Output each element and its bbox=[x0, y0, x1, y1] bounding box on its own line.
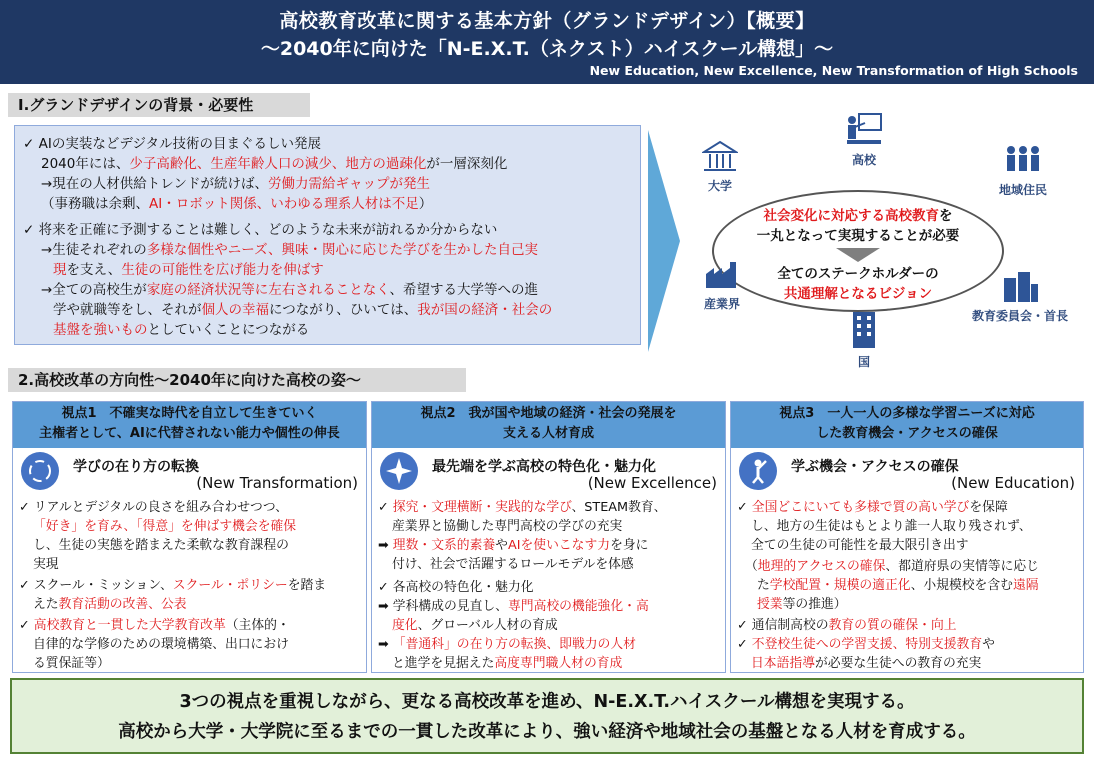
bg-line: （事務職は余剰、AI・ロボット関係、いわゆる理系人材は不足） bbox=[41, 196, 433, 212]
vision-text: 共通理解となるビジョン bbox=[783, 286, 933, 302]
page-title: 高校教育改革に関する基本方針（グランドデザイン）【概要】 bbox=[279, 10, 815, 32]
government-building-icon bbox=[849, 310, 879, 350]
stakeholder-residents: 地域住民 bbox=[988, 144, 1058, 198]
perspective-column-1 bbox=[12, 401, 367, 673]
buildings-icon bbox=[1000, 270, 1040, 304]
perspective-column-2 bbox=[371, 401, 726, 673]
bg-line: 2040年には、少子高齢化、生産年齢人口の減少、地方の過疎化が一層深刻化 bbox=[41, 156, 508, 172]
perspective-column-3 bbox=[730, 401, 1084, 673]
column-line: 日本語指導が必要な生徒への教育の充実 bbox=[751, 656, 982, 671]
background-box bbox=[14, 125, 641, 345]
column-line: ✓ スクール・ミッション、スクール・ポリシーを踏ま bbox=[19, 578, 327, 593]
bg-line: ✓ 将来を正確に予測することは難しく、どのような未来が訪れるか分からない bbox=[23, 222, 498, 238]
column-subheading: 学びの在り方の転換 (New Transformation) bbox=[13, 448, 366, 496]
column-line: 「好き」を育み、「得意」を伸ばす機会を確保 bbox=[33, 519, 297, 534]
bg-line: 現を支え、生徒の可能性を広げ能力を伸ばす bbox=[53, 262, 324, 278]
stakeholder-university: 大学 bbox=[696, 140, 744, 194]
factory-icon bbox=[704, 258, 740, 292]
column-heading: 視点2 我が国や地域の経済・社会の発展を 支える人材育成 bbox=[372, 402, 725, 448]
english-tagline: New Education, New Excellence, New Transformation of High Schools bbox=[589, 63, 1078, 78]
stakeholder-high-school: 高校 bbox=[834, 112, 894, 168]
column-line: 度化、グローバル人材の育成 bbox=[392, 618, 558, 633]
column-subheading: 学ぶ機会・アクセスの確保 (New Education) bbox=[731, 448, 1083, 496]
column-line: ✓ 探究・文理横断・実践的な学び、STEAM教育、 bbox=[378, 500, 667, 515]
column-line: ✓ 通信制高校の教育の質の確保・向上 bbox=[737, 618, 957, 633]
vision-text: 一丸となって実現することが必要 bbox=[756, 228, 960, 244]
vision-text: 社会変化に対応する高校教育 bbox=[763, 208, 939, 224]
summary-line: 3つの視点を重視しながら、更なる高校改革を進め、N-E.X.T.ハイスクール構想を実現する。 bbox=[179, 692, 915, 712]
sparkle-icon bbox=[380, 452, 418, 490]
bg-line: 基盤を強いものとしていくことにつながる bbox=[53, 322, 310, 338]
summary-line: 高校から大学・大学院に至るまでの一貫した改革により、強い経済や地域社会の基盤となる人材を育成する。 bbox=[118, 722, 976, 742]
bg-line: →現在の人材供給トレンドが続けば、労働力需給ギャップが発生 bbox=[41, 176, 430, 192]
column-line: し、地方の生徒はもとより誰一人取り残されず、 bbox=[751, 519, 1032, 534]
header-banner bbox=[0, 0, 1094, 84]
vision-text: 全てのステークホルダーの bbox=[777, 266, 939, 282]
right-arrow-icon bbox=[648, 130, 680, 352]
down-triangle-icon bbox=[836, 248, 880, 262]
bg-line: 学や就職等をし、それが個人の幸福につながり、ひいては、我が国の経済・社会の bbox=[53, 302, 553, 318]
bg-line: ✓ AIの実装などデジタル技術の目まぐるしい発展 bbox=[23, 136, 322, 152]
bg-line: →生徒それぞれの多様な個性やニーズ、興味・関心に応じた学びを生かした自己実 bbox=[41, 242, 539, 258]
column-line: ✓ リアルとデジタルの良さを組み合わせつつ、 bbox=[19, 500, 288, 515]
column-subheading: 最先端を学ぶ高校の特色化・魅力化 (New Excellence) bbox=[372, 448, 725, 496]
column-line: ✓ 各高校の特色化・魅力化 bbox=[378, 580, 534, 595]
column-line: ➡ 「普通科」の在り方の転換、即戦力の人材 bbox=[378, 637, 636, 652]
summary-box bbox=[10, 678, 1084, 754]
stakeholder-board: 教育委員会・首長 bbox=[960, 270, 1080, 324]
section2-heading: 2.高校改革の方向性〜2040年に向けた高校の姿〜 bbox=[8, 368, 466, 392]
column-line: 全ての生徒の可能性を最大限引き出す bbox=[751, 538, 969, 553]
stakeholder-country: 国 bbox=[834, 310, 894, 370]
column-line: ➡ 学科構成の見直し、専門高校の機能強化・高 bbox=[378, 599, 649, 614]
center-vision-oval: 社会変化に対応する高校教育を 一丸となって実現することが必要 全てのステークホルダーの 共通理解となるビジョン bbox=[712, 190, 1004, 312]
column-line: る質保証等） bbox=[33, 656, 110, 671]
column-line: 産業界と協働した専門高校の学びの充実 bbox=[392, 519, 623, 534]
university-icon bbox=[702, 140, 738, 174]
column-line: ➡ 理数・文系的素養やAIを使いこなす力を身に bbox=[378, 538, 649, 553]
column-line: し、生徒の実態を踏まえた柔軟な教育課程の bbox=[33, 538, 289, 553]
column-heading: 視点1 不確実な時代を自立して生きていく 主権者として、AIに代替されない能力や個性の伸長 bbox=[13, 402, 366, 448]
column-line: ✓ 全国どこにいても多様で質の高い学びを保障 bbox=[737, 500, 1008, 515]
column-line: 自律的な学修のための環境構築、出口におけ bbox=[33, 637, 289, 652]
column-line: た学校配置・規模の適正化、小規模校を含む遠隔 bbox=[757, 578, 1039, 593]
column-line: ✓ 高校教育と一貫した大学教育改革（主体的・ bbox=[19, 618, 290, 633]
stakeholder-diagram bbox=[690, 110, 1088, 370]
stakeholder-industry: 産業界 bbox=[694, 258, 750, 312]
column-line: 実現 bbox=[33, 557, 59, 572]
section1-heading: Ⅰ.グランドデザインの背景・必要性 bbox=[8, 93, 310, 117]
teacher-icon bbox=[845, 112, 883, 148]
bg-line: →全ての高校生が家庭の経済状況等に左右されることなく、希望する大学等への進 bbox=[41, 282, 539, 298]
person-reaching-icon bbox=[739, 452, 777, 490]
column-line: 授業等の推進） bbox=[757, 597, 847, 612]
page-subtitle: 〜2040年に向けた「N-E.X.T.（ネクスト）ハイスクール構想」〜 bbox=[260, 38, 834, 60]
column-line: えた教育活動の改善、公表 bbox=[33, 597, 187, 612]
column-line: 付け、社会で活躍するロールモデルを体感 bbox=[392, 557, 634, 572]
column-heading: 視点3 一人一人の多様な学習ニーズに対応 した教育機会・アクセスの確保 bbox=[731, 402, 1083, 448]
column-line: （地理的アクセスの確保、都道府県の実情等に応じ bbox=[745, 559, 1039, 574]
column-line: ✓ 不登校生徒への学習支援、特別支援教育や bbox=[737, 637, 995, 652]
column-line: と進学を見据えた高度専門職人材の育成 bbox=[392, 656, 623, 671]
cycle-icon bbox=[21, 452, 59, 490]
people-icon bbox=[1003, 144, 1043, 178]
